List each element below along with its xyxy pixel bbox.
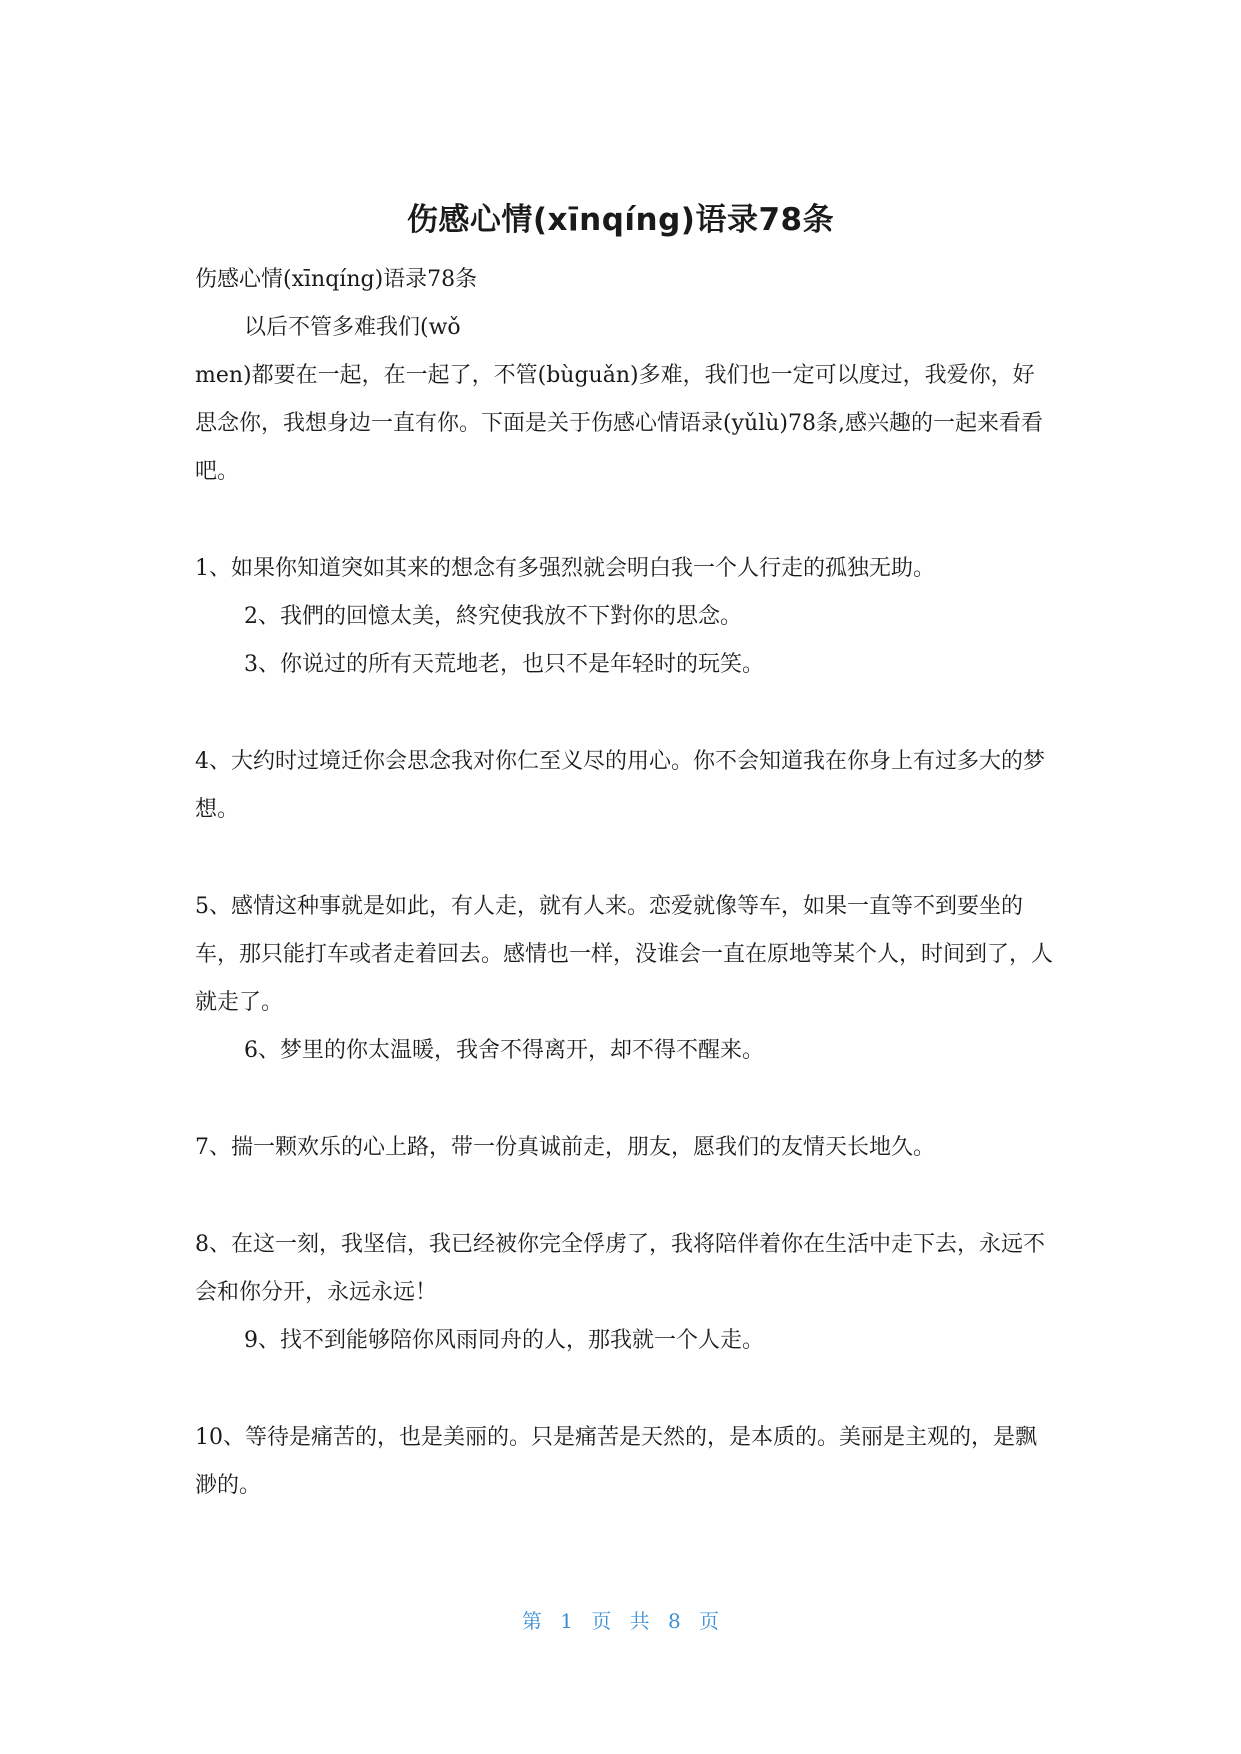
list-item: 6、梦里的你太温暖，我舍不得离开，却不得不醒来。 (244, 1038, 764, 1063)
paragraph-gap (195, 834, 1055, 883)
list-item: 9、找不到能够陪你风雨同舟的人，那我就一个人走。 (244, 1328, 764, 1353)
document-body (195, 256, 1055, 1510)
paragraph-gap (195, 689, 1055, 738)
paragraph-gap (195, 1172, 1055, 1221)
list-item: 4、大约时过境迁你会思念我对你仁至义尽的用心。你不会知道我在你身上有过多大的梦想。 (195, 749, 1045, 822)
list-item: 10、等待是痛苦的，也是美丽的。只是痛苦是天然的，是本质的。美丽是主观的，是飘渺的。 (195, 1425, 1037, 1498)
paragraph-gap (195, 496, 1055, 545)
paragraph-gap (195, 1365, 1055, 1414)
list-item: 5、感情这种事就是如此，有人走，就有人来。恋爱就像等车，如果一直等不到要坐的车，那只能打车或者走着回去。感情也一样，没谁会一直在原地等某个人，时间到了，人就走了。 (195, 894, 1054, 1015)
document-subtitle: 伤感心情(xīnqíng)语录78条 (195, 267, 478, 292)
list-item: 1、如果你知道突如其来的想念有多强烈就会明白我一个人行走的孤独无助。 (195, 556, 935, 581)
list-item: 7、揣一颗欢乐的心上路，带一份真诚前走，朋友，愿我们的友情天长地久。 (195, 1135, 935, 1160)
list-item: 8、在这一刻，我坚信，我已经被你完全俘虏了，我将陪伴着你在生活中走下去，永远不会和你分开，永远永远！ (195, 1232, 1045, 1305)
intro-paragraph: men)都要在一起，在一起了，不管(bùguǎn)多难，我们也一定可以度过，我爱你，好思念你，我想身边一直有你。下面是关于伤感心情语录(yǔlù)78条,感兴趣的一起来看看吧。 (195, 363, 1043, 484)
list-item: 3、你说过的所有天荒地老，也只不是年轻时的玩笑。 (244, 652, 764, 677)
list-item: 2、我們的回憶太美，終究使我放不下對你的思念。 (244, 604, 742, 629)
intro-paragraph-first-line: 以后不管多难我们(wǒ (244, 315, 461, 340)
page-number-footer: 第 1 页 共 8 页 (521, 1609, 720, 1633)
paragraph-gap (195, 1075, 1055, 1124)
document-title: 伤感心情(xīnqíng)语录78条 (406, 202, 835, 238)
